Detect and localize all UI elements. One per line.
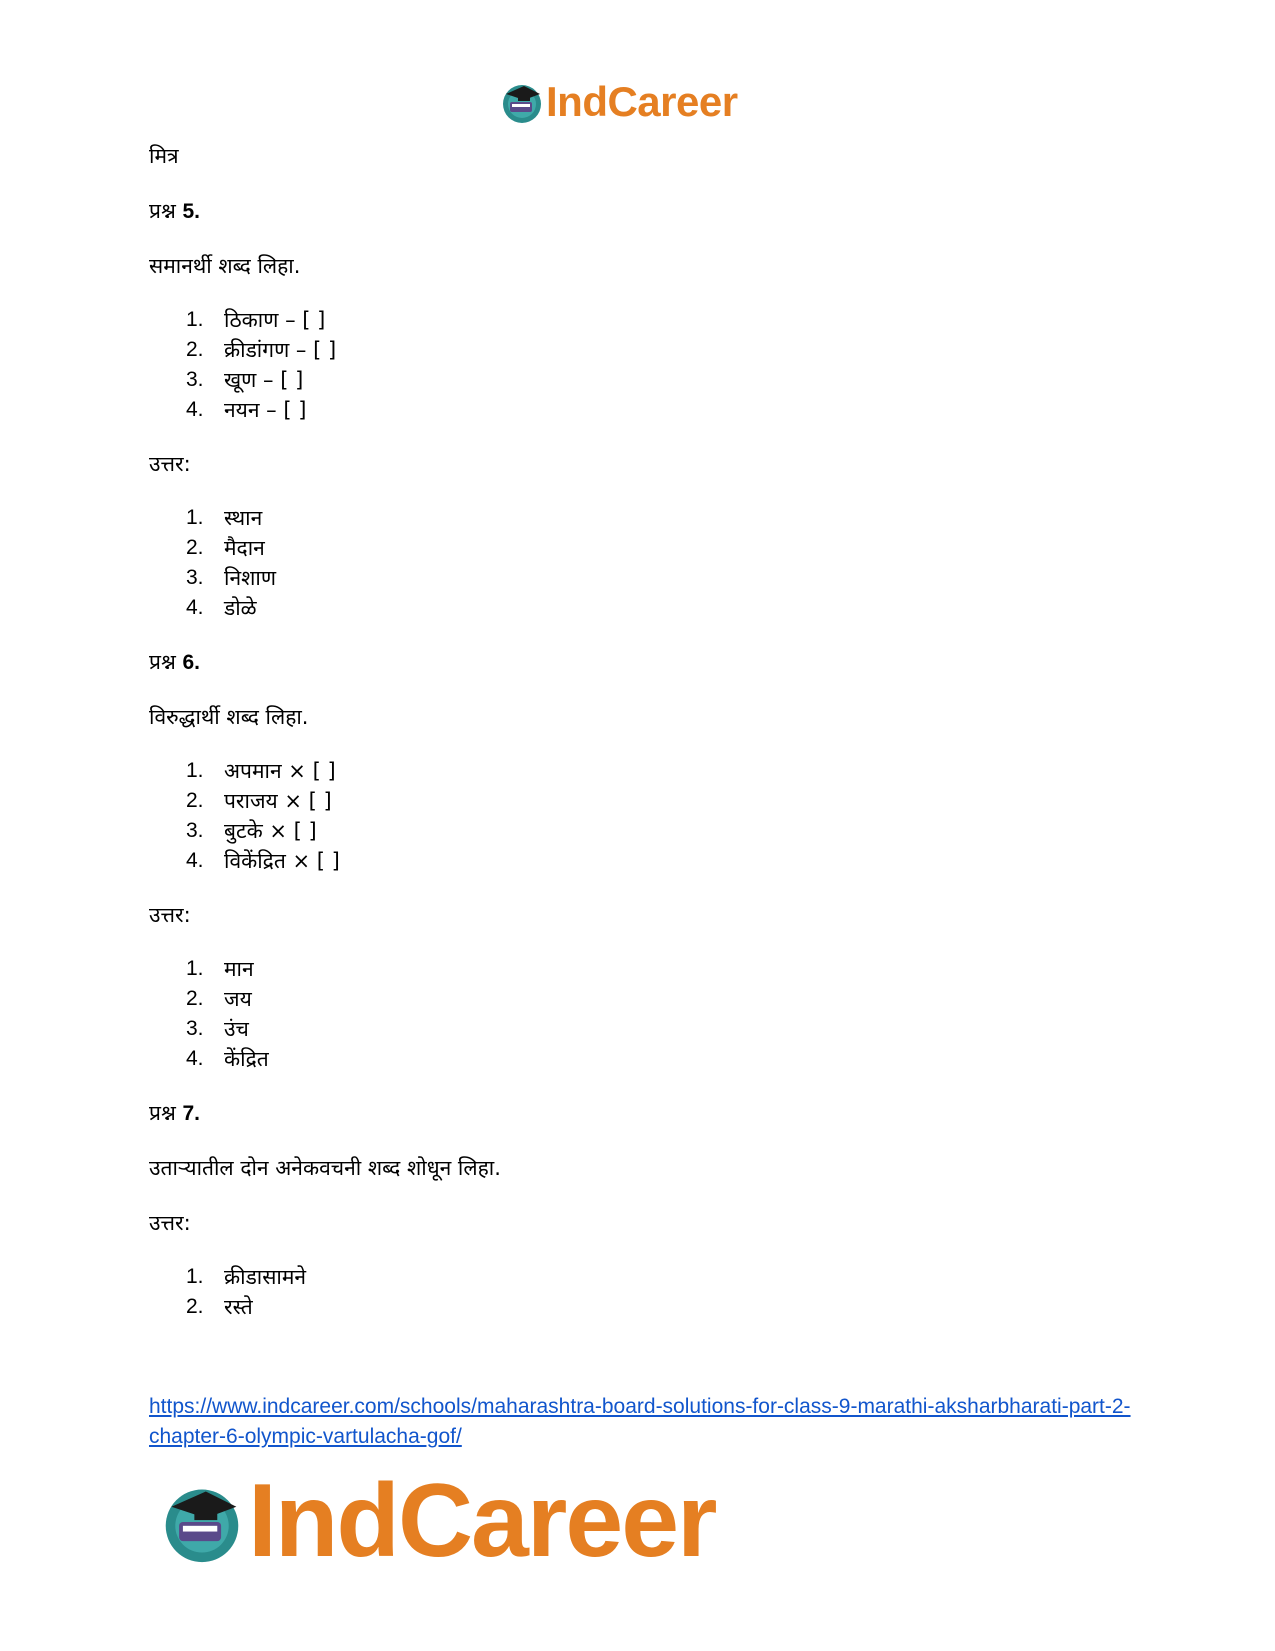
list-item: 1. मान [186, 957, 254, 981]
question-6-answer-label: उत्तर: [149, 903, 191, 927]
question-5-items [149, 305, 1129, 425]
question-6-heading: प्रश्न 6. [149, 650, 200, 674]
question-6-items [149, 756, 1129, 876]
list-item: 2. क्रीडांगण – [ ] [186, 338, 337, 362]
question-7-answers [149, 1262, 1129, 1322]
question-6-instruction: विरुद्धार्थी शब्द लिहा. [149, 705, 309, 729]
graduation-globe-icon [500, 80, 544, 124]
question-7-heading: प्रश्न 7. [149, 1101, 200, 1125]
question-5-answers [149, 503, 1129, 623]
intro-line: मित्र [149, 144, 179, 168]
list-item: 4. केंद्रित [186, 1047, 269, 1071]
question-6-answers [149, 954, 1129, 1074]
list-item: 1. स्थान [186, 506, 263, 530]
graduation-globe-icon [160, 1480, 244, 1564]
list-item: 4. नयन – [ ] [186, 398, 307, 422]
question-7-answer-label: उत्तर: [149, 1211, 191, 1235]
list-item: 2. मैदान [186, 536, 265, 560]
list-item: 1. अपमान × [ ] [186, 759, 336, 783]
list-item: 3. उंच [186, 1017, 249, 1041]
list-item: 1. क्रीडासामने [186, 1265, 307, 1289]
list-item: 2. रस्ते [186, 1295, 253, 1319]
list-item: 3. बुटके × [ ] [186, 819, 317, 843]
question-5-instruction: समानर्थी शब्द लिहा. [149, 254, 301, 278]
list-item: 2. जय [186, 987, 252, 1011]
list-item: 2. पराजय × [ ] [186, 789, 332, 813]
list-item: 3. निशाण [186, 566, 276, 590]
question-5-answer-label: उत्तर: [149, 452, 191, 476]
logo-text: IndCareer [248, 1463, 716, 1579]
logo-text: IndCareer [546, 78, 738, 125]
question-5-heading: प्रश्न 5. [149, 199, 200, 223]
list-item: 1. ठिकाण – [ ] [186, 308, 326, 332]
list-item: 4. विकेंद्रित × [ ] [186, 849, 340, 873]
question-7-instruction: उताऱ्यातील दोन अनेकवचनी शब्द शोधून लिहा. [149, 1156, 501, 1180]
indcareer-logo-bottom [160, 1462, 716, 1581]
list-item: 4. डोळे [186, 596, 257, 620]
list-item: 3. खूण – [ ] [186, 368, 304, 392]
document-body [149, 140, 1129, 1322]
indcareer-logo-top [500, 78, 738, 126]
source-link[interactable]: https://www.indcareer.com/schools/maharashtra-board-solutions-for-class-9-marathi-aksharbharati-part-2-chapter-6-olympic-vartulacha-gof/ [149, 1395, 1131, 1448]
